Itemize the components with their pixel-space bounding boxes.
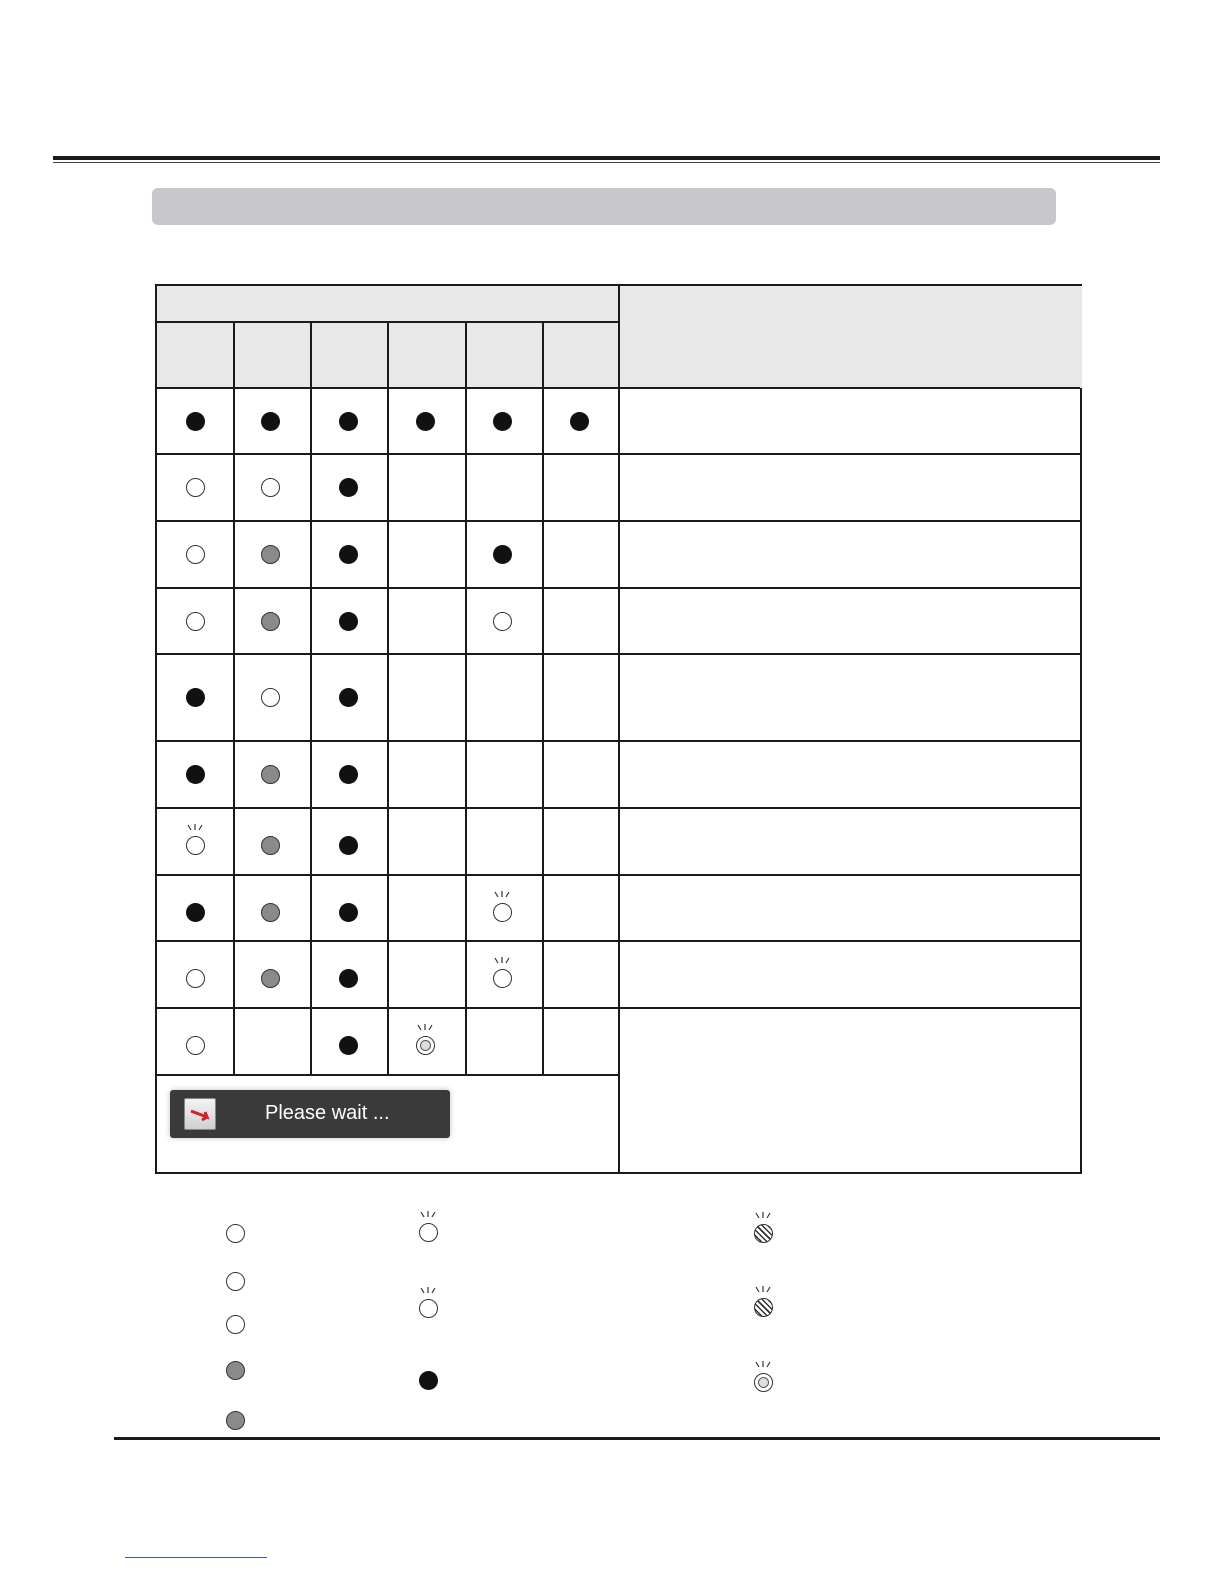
table-row-divider xyxy=(157,874,1080,876)
white-blinking-indicator-icon xyxy=(186,836,205,855)
black-indicator-icon xyxy=(339,412,358,431)
blink-rays-icon xyxy=(493,957,511,965)
gray-indicator-icon xyxy=(261,545,280,564)
black-indicator-icon xyxy=(493,412,512,431)
table-column-divider xyxy=(618,286,620,1172)
black-indicator-icon xyxy=(339,969,358,988)
table-row-divider xyxy=(157,520,1080,522)
table-subcolumn-divider xyxy=(387,321,389,1075)
white-blinking-indicator-icon xyxy=(493,903,512,922)
white-indicator-icon xyxy=(186,478,205,497)
black-indicator-icon xyxy=(186,688,205,707)
table-subcolumn-divider xyxy=(310,321,312,1075)
header-rule xyxy=(53,156,1160,160)
gray-indicator-icon xyxy=(226,1361,245,1380)
white-indicator-icon xyxy=(186,969,205,988)
white-indicator-icon xyxy=(226,1315,245,1334)
table-row-divider xyxy=(157,1074,619,1076)
blink-rays-icon xyxy=(186,824,204,832)
black-indicator-icon xyxy=(570,412,589,431)
indicator-status-table xyxy=(155,284,1082,1174)
blink-rays-icon xyxy=(416,1024,434,1032)
gray-indicator-icon xyxy=(261,969,280,988)
footer-rule xyxy=(114,1437,1160,1440)
hatch-blinking-indicator-icon xyxy=(754,1224,773,1243)
table-subcolumn-divider xyxy=(542,321,544,1075)
blink-rays-icon xyxy=(754,1212,772,1220)
black-indicator-icon xyxy=(186,903,205,922)
blink-rays-icon xyxy=(754,1361,772,1369)
table-row-divider xyxy=(157,653,1080,655)
black-indicator-icon xyxy=(261,412,280,431)
white-indicator-icon xyxy=(226,1272,245,1291)
please-wait-popup xyxy=(170,1090,450,1138)
ring-blinking-indicator-icon xyxy=(416,1036,435,1055)
black-indicator-icon xyxy=(416,412,435,431)
black-indicator-icon xyxy=(339,478,358,497)
gray-indicator-icon xyxy=(261,903,280,922)
table-row-divider xyxy=(157,587,1080,589)
black-indicator-icon xyxy=(339,836,358,855)
white-blinking-indicator-icon xyxy=(493,969,512,988)
blink-rays-icon xyxy=(419,1287,437,1295)
white-blinking-indicator-icon xyxy=(419,1299,438,1318)
gray-indicator-icon xyxy=(261,836,280,855)
table-row-divider xyxy=(157,1007,1080,1009)
table-subcolumn-divider xyxy=(465,321,467,1075)
please-wait-text: Please wait ... xyxy=(265,1102,390,1124)
black-indicator-icon xyxy=(419,1371,438,1390)
white-indicator-icon xyxy=(261,688,280,707)
white-indicator-icon xyxy=(186,545,205,564)
black-indicator-icon xyxy=(493,545,512,564)
black-indicator-icon xyxy=(186,765,205,784)
white-indicator-icon xyxy=(226,1224,245,1243)
hatch-blinking-indicator-icon xyxy=(754,1298,773,1317)
gray-indicator-icon xyxy=(261,612,280,631)
white-indicator-icon xyxy=(261,478,280,497)
header-rule-thin xyxy=(53,162,1160,163)
table-row-divider xyxy=(157,453,1080,455)
blink-rays-icon xyxy=(419,1211,437,1219)
section-heading-bar xyxy=(152,188,1056,225)
black-indicator-icon xyxy=(339,545,358,564)
black-indicator-icon xyxy=(339,765,358,784)
white-indicator-icon xyxy=(186,1036,205,1055)
table-row-divider xyxy=(157,740,1080,742)
table-subcolumn-divider xyxy=(233,321,235,1075)
black-indicator-icon xyxy=(186,412,205,431)
table-row-divider xyxy=(157,387,1080,389)
blink-rays-icon xyxy=(754,1286,772,1294)
header-cell-status xyxy=(620,286,1082,388)
white-indicator-icon xyxy=(493,612,512,631)
table-row-divider xyxy=(157,940,1080,942)
gray-indicator-icon xyxy=(226,1411,245,1430)
blink-rays-icon xyxy=(493,891,511,899)
white-blinking-indicator-icon xyxy=(419,1223,438,1242)
footer-link-underline xyxy=(125,1557,267,1558)
white-indicator-icon xyxy=(186,612,205,631)
table-row-divider xyxy=(157,807,1080,809)
ring-blinking-indicator-icon xyxy=(754,1373,773,1392)
black-indicator-icon xyxy=(339,612,358,631)
black-indicator-icon xyxy=(339,688,358,707)
black-indicator-icon xyxy=(339,1036,358,1055)
gray-indicator-icon xyxy=(261,765,280,784)
black-indicator-icon xyxy=(339,903,358,922)
update-arrow-icon xyxy=(184,1098,216,1130)
